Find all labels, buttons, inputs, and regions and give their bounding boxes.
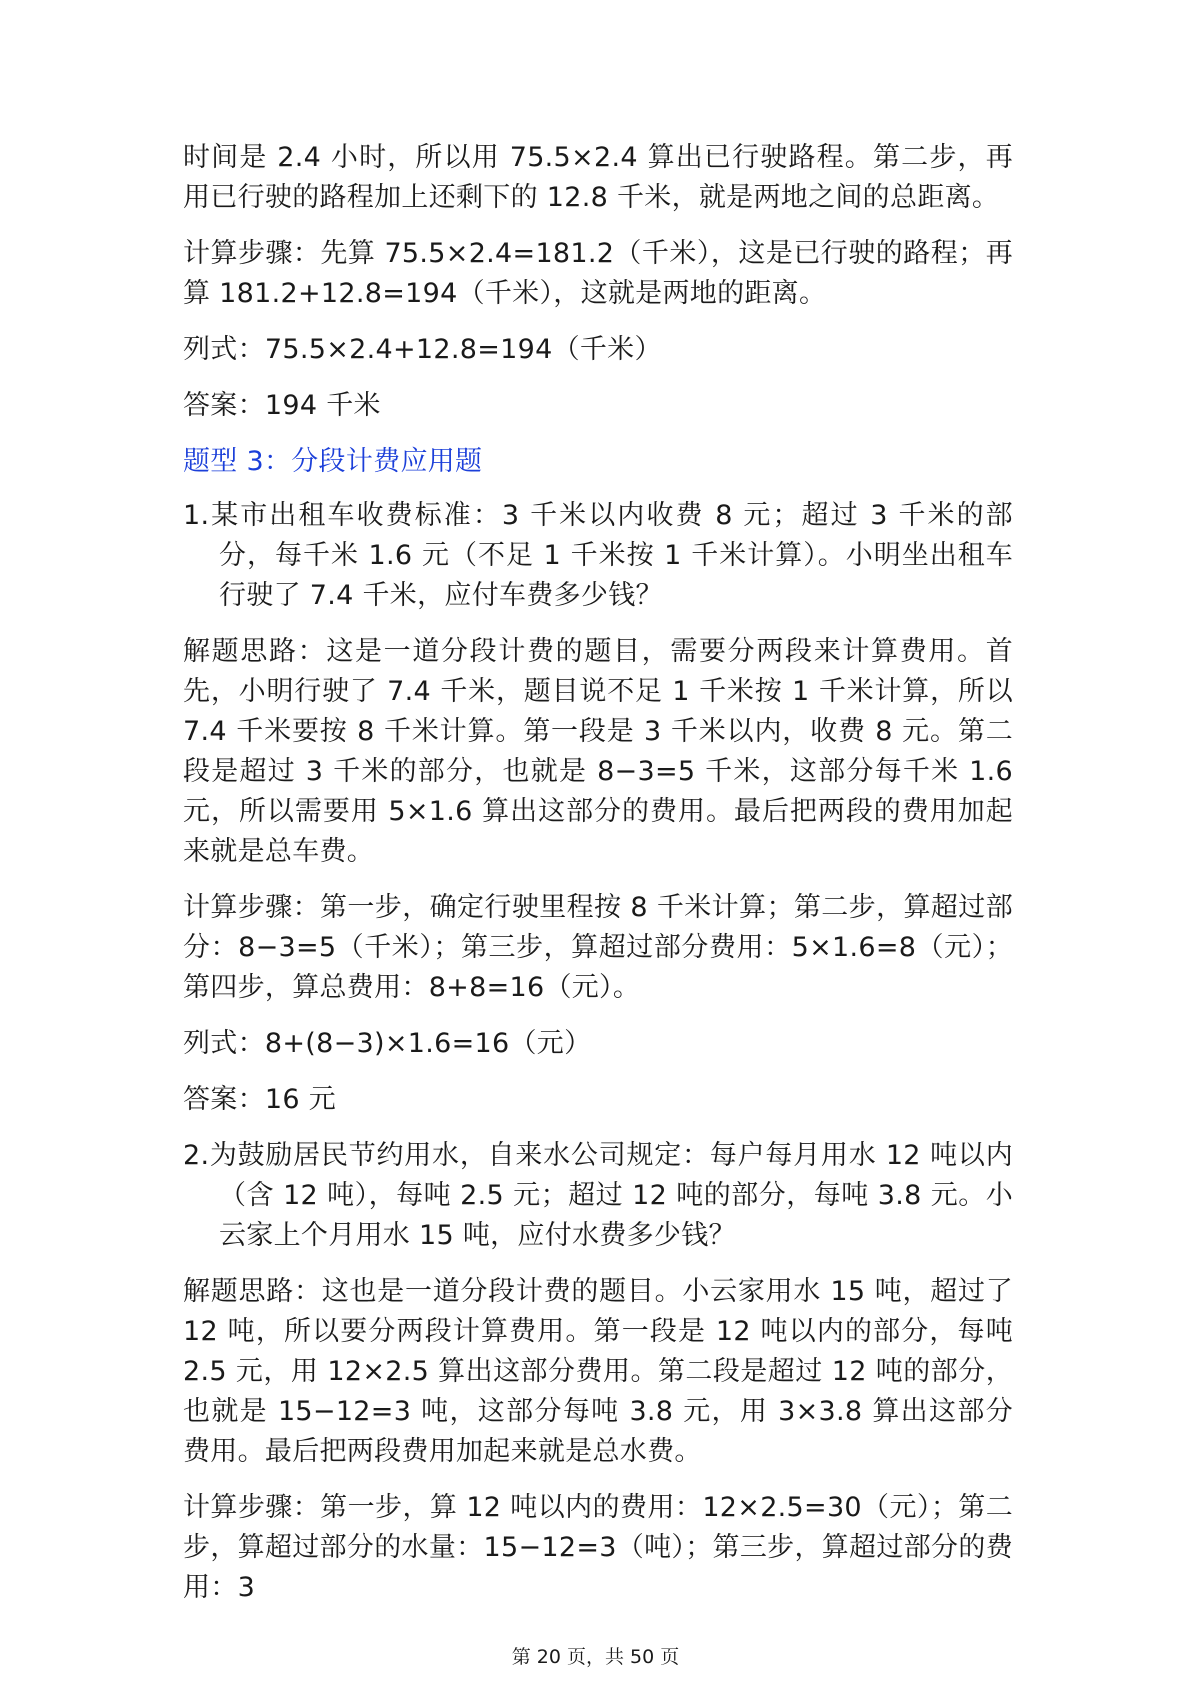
question-2-calculation-steps: 计算步骤：第一步，算 12 吨以内的费用：12×2.5=30（元）；第二步，算超过部分的水量：15−12=3（吨）；第三步，算超过部分的费用：3 xyxy=(183,1492,1013,1603)
question-1-formula: 列式：8+(8−3)×1.6=16（元） xyxy=(183,1028,592,1059)
paragraph-calculation-steps: 计算步骤：先算 75.5×2.4=181.2（千米），这是已行驶的路程；再算 181.2+12.8=194（千米），这就是两地的距离。 xyxy=(183,238,1013,309)
page-content xyxy=(183,138,1013,1624)
question-1: 1.某市出租车收费标准：3 千米以内收费 8 元；超过 3 千米的部分，每千米 1.6 元（不足 1 千米按 1 千米计算）。小明坐出租车行驶了 7.4 千米，应付车费多少钱？ xyxy=(183,500,1013,611)
question-1-solution-idea: 解题思路：这是一道分段计费的题目，需要分两段来计算费用。首先，小明行驶了 7.4 千米，题目说不足 1 千米按 1 千米计算，所以 7.4 千米要按 8 千米计算。第一段是 3 千米以内，收费 8 元。第二段是超过 3 千米的部分，也就是 8−3=5 千米，这部分每千米 1.6 元，所以需要用 5×1.6 算出这部分的费用。最后把两段的费用加起来就是总车费。 xyxy=(183,636,1013,867)
section-heading: 题型 3：分段计费应用题 xyxy=(183,446,483,477)
paragraph-answer: 答案：194 千米 xyxy=(183,390,381,421)
paragraph-prev-solution-continued: 时间是 2.4 小时，所以用 75.5×2.4 算出已行驶路程。第二步，再用已行驶的路程加上还剩下的 12.8 千米，就是两地之间的总距离。 xyxy=(183,142,1013,213)
paragraph-formula: 列式：75.5×2.4+12.8=194（千米） xyxy=(183,334,662,365)
question-2-solution-idea: 解题思路：这也是一道分段计费的题目。小云家用水 15 吨，超过了 12 吨，所以要分两段计算费用。第一段是 12 吨以内的部分，每吨 2.5 元，用 12×2.5 算出这部分费用。第二段是超过 12 吨的部分，也就是 15−12=3 吨，这部分每吨 3.8 元，用 3×3.8 算出这部分费用。最后把两段费用加起来就是总水费。 xyxy=(183,1276,1013,1467)
question-1-calculation-steps: 计算步骤：第一步，确定行驶里程按 8 千米计算；第二步，算超过部分：8−3=5（千米）；第三步，算超过部分费用：5×1.6=8（元）；第四步，算总费用：8+8=16（元）。 xyxy=(183,892,1013,1003)
question-2: 2.为鼓励居民节约用水，自来水公司规定：每户每月用水 12 吨以内（含 12 吨），每吨 2.5 元；超过 12 吨的部分，每吨 3.8 元。小云家上个月用水 15 吨，应付水费多少钱？ xyxy=(183,1140,1013,1251)
page-number-footer: 第 20 页，共 50 页 xyxy=(511,1646,680,1668)
question-1-answer: 答案：16 元 xyxy=(183,1084,337,1115)
